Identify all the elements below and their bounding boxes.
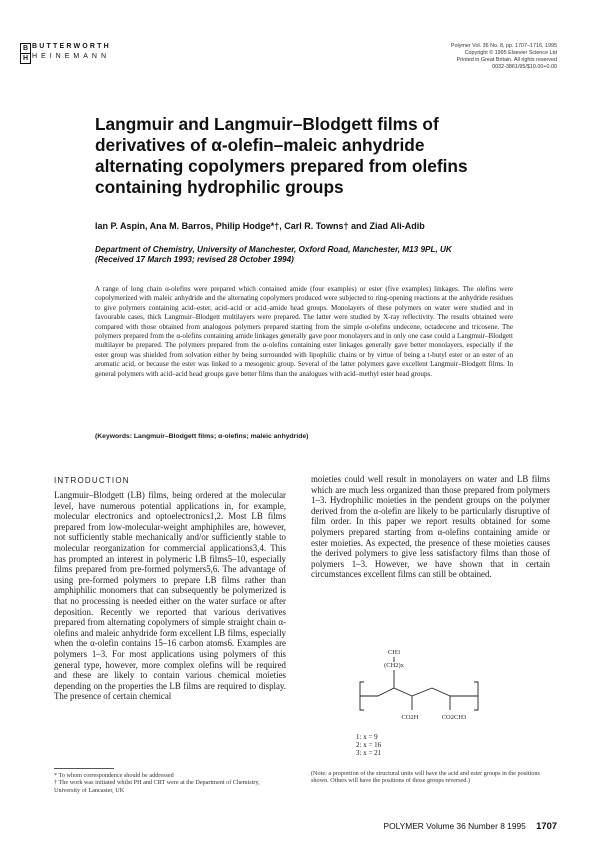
page-footer: [384, 820, 557, 831]
logo-box-b: B: [20, 43, 31, 54]
methyl-label: CH3: [387, 649, 401, 656]
logo-subname: HEINEMANN: [32, 53, 111, 60]
masthead-line: 0032-3861/95/$10.00+0.00: [492, 64, 557, 70]
keywords: (Keywords: Langmuir–Blodgett films; α-olefins; maleic anhydride): [95, 433, 309, 440]
section-heading-introduction: INTRODUCTION: [54, 476, 130, 485]
compound-list: [356, 733, 436, 757]
masthead-line: Printed in Great Britain. All rights reserved: [456, 57, 557, 63]
body-column-left: Langmuir–Blodgett (LB) films, being ordered at the molecular level, have numerous potential applications in, for example, molecular electronics and optoelectronics1,2. Most LB films prepared from low-molecular-weight amphiphiles are, however, not sufficiently stable mechanically and/or sufficiently stable to molecular reorganization for commercial applications3,4. This has prompted an interest in polymeric LB films5–10, especially films prepared from pre-formed polymers5,6. The advantage of using pre-formed polymers to prepare LB films rather than amphiphilic monomers that can subsequently be polymerized is that no processing is needed either on the water surface or after deposition. Recently we reported that various derivatives prepared from alternating copolymers of simple straight chain α-olefins and maleic anhydride form excellent LB films, especially when the α-olefin contains 15–16 carbon atoms6. Examples are polymers 1–3. For most applications using polymers of this general type, however, more complex olefins will be required and these are likely to contain various chemical moieties depending on the properties the LB films are required to display. The presence of certain chemical: [54, 490, 286, 702]
compound-label: 3: x = 21: [356, 749, 382, 757]
affiliation: Department of Chemistry, University of Manchester, Oxford Road, Manchester, M13 9PL, UK: [95, 245, 452, 254]
page-number: 1707: [536, 820, 557, 831]
chain-label: (CH2)x: [384, 662, 404, 669]
affiliation-block: [95, 245, 515, 265]
logo-name: BUTTERWORTH: [32, 43, 111, 50]
footer-journal: POLYMER Volume 36 Number 8 1995: [383, 821, 526, 831]
article-title: Langmuir and Langmuir–Blodgett films of derivatives of α-olefin–maleic anhydride alternating copolymers prepared from olefins containing hydrophilic groups: [95, 114, 468, 197]
structure-note: (Note: a proportion of the structural units will have the acid and ester groups in the positions shown. Others will have the positions of those groups reversed.): [311, 770, 540, 785]
backbone-bond: [432, 688, 450, 696]
body-column-right: moieties could well result in monolayers on water and LB films which are much less organized than those prepared from polymers 1–3. Hydrophilic moieties in the pendent groups on the polymer derived from the α-olefin are likely to be particularly disruptive of film order. In this paper we report results obtained for some polymers prepared starting from α-olefins containing amide or ester moieties. As expected, the presence of these moieties causes the derived polymers to give less satisfactory films than those of polymers 1–3. However, we have shown that in certain circumstances excellent films can still be obtained.: [311, 474, 550, 580]
author-list: Ian P. Aspin, Ana M. Barros, Philip Hodge*†, Carl R. Towns† and Ziad Ali-Adib: [95, 221, 425, 231]
compound-label: 2: x = 16: [356, 741, 382, 749]
backbone-bond: [412, 688, 432, 696]
abstract: A range of long chain α-olefins were prepared which contained amide (four examples) or ester (five examples) linkages. The olefins were copolymerized with maleic anhydride and the alternating copolymers produced were subjected to ring-opening reactions at the anhydride residues to give polymers containing acid–ester, acid–acid or acid–amide head groups. Monolayers of these polymers on water were studied and in favourable cases, thick Langmuir–Blodgett multilayers were prepared. The latter were studied by X-ray reflectivity. The results obtained were compared with those obtained from analogous polymers prepared starting from the simple α-olefins undecene, octadecene and tricosene. The polymers prepared from the α-olefins containing amide linkages generally gave poor monolayers and in only one case could a Langmuir–Blodgett multilayer be prepared. The polymers prepared from the α-olefins containing ester linkages generally gave better monolayers, especially if the ester group was shielded from solvation either by being surrounded with lipophilic chains or by virtue of being a t-butyl ester or an ester of an aromatic acid, or because the ester was linked to a mesogenic group. Several of the latter polymers gave excellent Langmuir–Blodgett films. In general polymers with acid–acid head groups gave better films than the analogues with acid–methyl ester head groups.: [95, 285, 513, 378]
journal-masthead: [387, 43, 557, 71]
footnote: * To whom correspondence should be addressed: [54, 772, 174, 779]
masthead-line: Copyright © 1995 Elsevier Science Ltd: [464, 50, 557, 56]
logo-box-h: H: [20, 53, 31, 64]
backbone-bond: [378, 688, 394, 696]
backbone-bond: [394, 688, 412, 696]
masthead-line: Polymer Vol. 36 No. 8, pp. 1707–1716, 1995: [450, 43, 557, 49]
publisher-logo: [20, 43, 150, 63]
polymer-structure-diagram: [350, 648, 500, 728]
footnote: † The work was initiated whilst PH and CRT were at the Department of Chemistry, University of Lancaster, UK: [54, 779, 260, 794]
footnotes-left: [54, 772, 286, 794]
ester-label: CO2CH3: [441, 714, 467, 721]
received-dates: (Received 17 March 1993; revised 28 October 1994): [95, 255, 294, 264]
footnote-rule: [54, 768, 114, 769]
compound-label: 1: x = 9: [356, 733, 378, 741]
acid-label: CO2H: [401, 714, 419, 721]
